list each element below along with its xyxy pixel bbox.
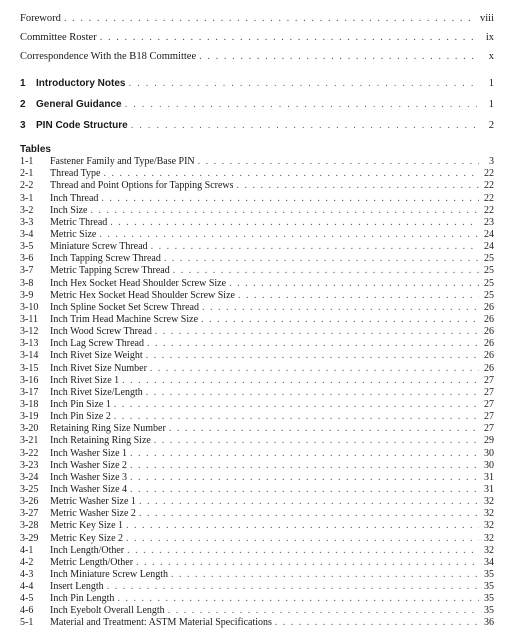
- entry-page: 34: [484, 556, 494, 568]
- dot-leader: [130, 448, 479, 460]
- dot-leader: [237, 180, 479, 192]
- table-entry[interactable]: [20, 520, 494, 532]
- front-matter-entry[interactable]: [20, 25, 494, 44]
- entry-title: Inch Spline Socket Set Screw Thread: [50, 301, 199, 313]
- dot-leader: [238, 290, 479, 302]
- entry-page: 36: [484, 617, 494, 629]
- entry-title: Metric Tapping Screw Thread: [50, 265, 170, 277]
- entry-number: 1-1: [20, 156, 34, 168]
- entry-title: Inch Wood Screw Thread: [50, 326, 152, 338]
- dot-leader: [136, 557, 479, 569]
- entry-title: Inch Washer Size 2: [50, 459, 128, 471]
- tables-list: [20, 156, 494, 629]
- entry-page: 27: [484, 386, 494, 398]
- table-entry[interactable]: [20, 496, 494, 508]
- entry-title: Inch Retaining Ring Size: [50, 435, 151, 447]
- entry-page: 26: [484, 350, 494, 362]
- dot-leader: [199, 50, 477, 63]
- dot-leader: [107, 581, 479, 593]
- table-entry[interactable]: [20, 241, 494, 253]
- table-entry[interactable]: [20, 192, 494, 204]
- entry-number: 3-14: [20, 350, 39, 362]
- entry-title: Metric Washer Size 2: [50, 508, 136, 520]
- entry-page: 32: [484, 520, 494, 532]
- entry-number: 3-17: [20, 386, 39, 398]
- dot-leader: [110, 217, 479, 229]
- dot-leader: [168, 605, 479, 617]
- dot-leader: [229, 278, 479, 290]
- entry-number: 3-16: [20, 374, 39, 386]
- front-matter-list: [20, 6, 494, 63]
- section-entry[interactable]: [20, 90, 494, 111]
- entry-page: 27: [484, 398, 494, 410]
- entry-page: 25: [484, 253, 494, 265]
- entry-number: 3-25: [20, 483, 39, 495]
- section-entry[interactable]: [20, 111, 494, 132]
- table-entry[interactable]: [20, 557, 494, 569]
- table-entry[interactable]: [20, 350, 494, 362]
- sections-list: [20, 69, 494, 132]
- entry-number: 3-7: [20, 265, 34, 277]
- dot-leader: [169, 423, 479, 435]
- entry-page: viii: [479, 13, 494, 24]
- entry-title: Inch Hex Socket Head Shoulder Screw Size: [50, 277, 227, 289]
- entry-title: Metric Washer Size 1: [50, 496, 136, 508]
- entry-page: 3: [489, 156, 494, 168]
- entry-title: Insert Length: [50, 581, 104, 593]
- entry-page: 23: [484, 216, 494, 228]
- entry-title: Inch Washer Size 3: [50, 471, 128, 483]
- entry-page: 32: [484, 532, 494, 544]
- entry-page: 24: [484, 241, 494, 253]
- dot-leader: [202, 302, 479, 314]
- dot-leader: [99, 229, 479, 241]
- entry-page: 22: [484, 180, 494, 192]
- table-entry[interactable]: [20, 314, 494, 326]
- entry-number: 5-1: [20, 617, 34, 629]
- entry-number: 3-1: [20, 192, 34, 204]
- table-entry[interactable]: [20, 617, 494, 629]
- table-entry[interactable]: [20, 532, 494, 544]
- table-entry[interactable]: [20, 253, 494, 265]
- dot-leader: [151, 241, 479, 253]
- entry-page: 1: [488, 78, 494, 89]
- entry-page: 35: [484, 568, 494, 580]
- table-entry[interactable]: [20, 472, 494, 484]
- entry-title: Thread Type: [50, 168, 101, 180]
- dot-leader: [131, 119, 477, 132]
- entry-title: Foreword: [20, 13, 61, 24]
- entry-number: 1: [20, 78, 26, 89]
- entry-page: ix: [485, 32, 494, 43]
- dot-leader: [130, 484, 479, 496]
- entry-title: Inch Pin Size 1: [50, 398, 111, 410]
- dot-leader: [100, 31, 477, 44]
- table-entry[interactable]: [20, 362, 494, 374]
- entry-number: 4-4: [20, 581, 34, 593]
- entry-title: Inch Rivet Size 1: [50, 374, 120, 386]
- entry-page: 29: [484, 435, 494, 447]
- dot-leader: [122, 375, 479, 387]
- entry-number: 2: [20, 99, 26, 110]
- entry-number: 4-6: [20, 605, 34, 617]
- entry-title: Metric Key Size 1: [50, 520, 124, 532]
- entry-title: General Guidance: [36, 99, 122, 110]
- entry-number: 3-10: [20, 301, 39, 313]
- entry-title: Inch Thread: [50, 192, 99, 204]
- entry-page: 30: [484, 459, 494, 471]
- entry-number: 3-20: [20, 423, 39, 435]
- entry-page: 22: [484, 192, 494, 204]
- entry-number: 3-8: [20, 277, 34, 289]
- entry-page: 32: [484, 496, 494, 508]
- table-entry[interactable]: [20, 277, 494, 289]
- dot-leader: [64, 12, 477, 25]
- entry-number: 2-2: [20, 180, 34, 192]
- entry-page: 22: [484, 168, 494, 180]
- entry-page: x: [488, 51, 494, 62]
- entry-title: Inch Tapping Screw Thread: [50, 253, 161, 265]
- dot-leader: [146, 350, 479, 362]
- dot-leader: [173, 265, 479, 277]
- table-entry[interactable]: [20, 581, 494, 593]
- table-entry[interactable]: [20, 435, 494, 447]
- entry-title: Metric Size: [50, 228, 97, 240]
- entry-number: 3-5: [20, 241, 34, 253]
- section-entry[interactable]: [20, 69, 494, 90]
- entry-title: Inch Rivet Size Number: [50, 362, 147, 374]
- entry-title: Inch Lag Screw Thread: [50, 338, 144, 350]
- entry-page: 30: [484, 447, 494, 459]
- table-entry[interactable]: [20, 484, 494, 496]
- entry-number: 3-27: [20, 508, 39, 520]
- entry-number: 3-6: [20, 253, 34, 265]
- dot-leader: [147, 338, 479, 350]
- entry-page: 24: [484, 228, 494, 240]
- dot-leader: [91, 205, 480, 217]
- entry-number: 3-21: [20, 435, 39, 447]
- entry-title: Metric Thread: [50, 216, 108, 228]
- dot-leader: [130, 472, 479, 484]
- table-entry[interactable]: [20, 399, 494, 411]
- table-entry[interactable]: [20, 229, 494, 241]
- table-entry[interactable]: [20, 217, 494, 229]
- table-entry[interactable]: [20, 290, 494, 302]
- entry-title: Inch Eyebolt Overall Length: [50, 605, 165, 617]
- table-entry[interactable]: [20, 326, 494, 338]
- entry-page: 26: [484, 313, 494, 325]
- entry-page: 32: [484, 508, 494, 520]
- dot-leader: [117, 593, 479, 605]
- entry-number: 3-29: [20, 532, 39, 544]
- entry-page: 27: [484, 423, 494, 435]
- entry-title: PIN Code Structure: [36, 120, 128, 131]
- table-entry[interactable]: [20, 447, 494, 459]
- table-entry[interactable]: [20, 569, 494, 581]
- table-entry[interactable]: [20, 605, 494, 617]
- entry-page: 26: [484, 338, 494, 350]
- table-entry[interactable]: [20, 411, 494, 423]
- dot-leader: [275, 617, 479, 629]
- entry-number: 3-19: [20, 411, 39, 423]
- entry-title: Inch Washer Size 1: [50, 447, 128, 459]
- entry-title: Inch Miniature Screw Length: [50, 568, 169, 580]
- entry-page: 27: [484, 374, 494, 386]
- entry-page: 31: [484, 471, 494, 483]
- dot-leader: [201, 314, 479, 326]
- entry-title: Metric Key Size 2: [50, 532, 124, 544]
- dot-leader: [171, 569, 479, 581]
- dot-leader: [150, 363, 479, 375]
- front-matter-entry[interactable]: [20, 44, 494, 63]
- entry-page: 26: [484, 301, 494, 313]
- entry-title: Metric Length/Other: [50, 556, 134, 568]
- entry-number: 4-2: [20, 556, 34, 568]
- table-entry[interactable]: [20, 156, 494, 168]
- dot-leader: [126, 520, 479, 532]
- dot-leader: [126, 533, 479, 545]
- entry-title: Metric Hex Socket Head Shoulder Screw Size: [50, 289, 235, 301]
- entry-title: Inch Pin Length: [50, 593, 115, 605]
- front-matter-entry[interactable]: [20, 6, 494, 25]
- table-entry[interactable]: [20, 508, 494, 520]
- entry-page: 2: [488, 120, 494, 131]
- toc-page: [20, 6, 494, 629]
- entry-number: 4-1: [20, 544, 34, 556]
- entry-number: 3-9: [20, 289, 34, 301]
- entry-number: 3-11: [20, 313, 38, 325]
- table-entry[interactable]: [20, 593, 494, 605]
- dot-leader: [114, 411, 479, 423]
- entry-title: Inch Pin Size 2: [50, 411, 111, 423]
- table-entry[interactable]: [20, 387, 494, 399]
- entry-title: Inch Washer Size 4: [50, 483, 128, 495]
- dot-leader: [114, 399, 479, 411]
- entry-page: 35: [484, 581, 494, 593]
- entry-number: 2-1: [20, 168, 34, 180]
- dot-leader: [128, 77, 477, 90]
- entry-title: Introductory Notes: [36, 78, 126, 89]
- entry-title: Miniature Screw Thread: [50, 241, 148, 253]
- entry-page: 25: [484, 277, 494, 289]
- entry-title: Fastener Family and Type/Base PIN: [50, 156, 195, 168]
- entry-title: Inch Trim Head Machine Screw Size: [50, 313, 199, 325]
- dot-leader: [103, 168, 479, 180]
- table-entry[interactable]: [20, 338, 494, 350]
- entry-page: 35: [484, 593, 494, 605]
- entry-number: 3-15: [20, 362, 39, 374]
- table-entry[interactable]: [20, 168, 494, 180]
- entry-number: 3-4: [20, 228, 34, 240]
- table-entry[interactable]: [20, 460, 494, 472]
- entry-page: 27: [484, 411, 494, 423]
- entry-title: Retaining Ring Size Number: [50, 423, 166, 435]
- entry-number: 3-22: [20, 447, 39, 459]
- entry-page: 22: [484, 204, 494, 216]
- dot-leader: [127, 545, 479, 557]
- entry-page: 26: [484, 362, 494, 374]
- table-entry[interactable]: [20, 180, 494, 192]
- entry-number: 3-3: [20, 216, 34, 228]
- dot-leader: [139, 508, 479, 520]
- entry-title: Committee Roster: [20, 32, 97, 43]
- entry-page: 1: [488, 99, 494, 110]
- entry-title: Inch Rivet Size/Length: [50, 386, 143, 398]
- dot-leader: [155, 326, 479, 338]
- entry-number: 4-5: [20, 593, 34, 605]
- entry-number: 3-2: [20, 204, 34, 216]
- table-entry[interactable]: [20, 302, 494, 314]
- dot-leader: [154, 435, 479, 447]
- entry-title: Inch Size: [50, 204, 88, 216]
- dot-leader: [101, 193, 479, 205]
- dot-leader: [130, 460, 479, 472]
- entry-title: Material and Treatment: ASTM Material Specifications: [50, 617, 272, 629]
- entry-page: 25: [484, 265, 494, 277]
- entry-number: 3-24: [20, 471, 39, 483]
- table-entry[interactable]: [20, 423, 494, 435]
- entry-title: Inch Rivet Size Weight: [50, 350, 143, 362]
- entry-page: 31: [484, 483, 494, 495]
- table-entry[interactable]: [20, 375, 494, 387]
- entry-number: 3-26: [20, 496, 39, 508]
- dot-leader: [146, 387, 479, 399]
- table-entry[interactable]: [20, 265, 494, 277]
- entry-title: Thread and Point Options for Tapping Screws: [50, 180, 234, 192]
- entry-number: 3-18: [20, 398, 39, 410]
- entry-number: 4-3: [20, 568, 34, 580]
- table-entry[interactable]: [20, 545, 494, 557]
- entry-number: 3-13: [20, 338, 39, 350]
- tables-heading: Tables: [20, 144, 51, 155]
- entry-page: 25: [484, 289, 494, 301]
- entry-title: Correspondence With the B18 Committee: [20, 51, 197, 62]
- entry-page: 32: [484, 544, 494, 556]
- entry-page: 26: [484, 326, 494, 338]
- entry-number: 3-23: [20, 459, 39, 471]
- table-entry[interactable]: [20, 205, 494, 217]
- dot-leader: [125, 98, 477, 111]
- dot-leader: [198, 156, 479, 168]
- dot-leader: [164, 253, 479, 265]
- dot-leader: [139, 496, 479, 508]
- entry-number: 3-28: [20, 520, 39, 532]
- entry-number: 3: [20, 120, 26, 131]
- entry-title: Inch Length/Other: [50, 544, 125, 556]
- entry-page: 35: [484, 605, 494, 617]
- entry-number: 3-12: [20, 326, 39, 338]
